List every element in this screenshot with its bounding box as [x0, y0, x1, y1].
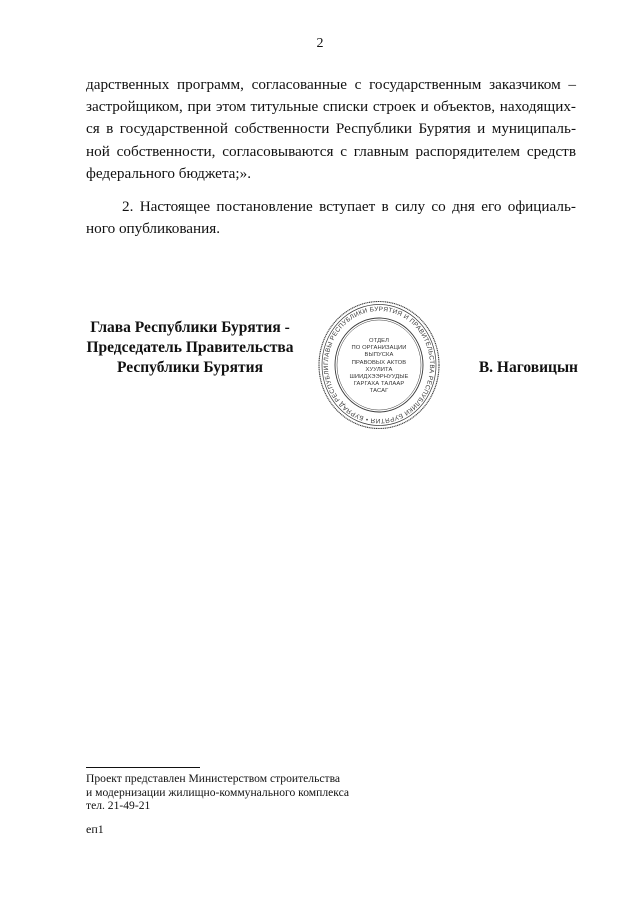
seal-line: ХУУЛИТА: [365, 366, 393, 373]
paragraph-line: застройщиком, при этом титульные списки строек и объектов, находящих-: [86, 98, 576, 116]
footnote-divider: [86, 767, 200, 768]
seal-line: ШИИДХЭЭРНУУДЫЕ: [349, 374, 409, 381]
signer-position: [70, 318, 310, 378]
seal-line: ТАСАГ: [369, 388, 389, 395]
paragraph-line: федерального бюджета;».: [86, 164, 252, 182]
paragraph-line: ной собственности, согласовываются с главным распорядителем средств: [86, 142, 576, 160]
signer-position-line: Председатель Правительства: [86, 339, 294, 356]
paragraph-line: ся в государственной собственности Республики Бурятия и муниципаль-: [86, 120, 576, 138]
seal-inner-text: [343, 338, 415, 396]
seal-line: ПО ОРГАНИЗАЦИИ: [351, 345, 407, 352]
paragraph-line: ного опубликования.: [86, 220, 221, 238]
seal-line: ПРАВОВЫХ АКТОВ: [351, 359, 407, 366]
document-code: еп1: [86, 822, 104, 836]
paragraph-line: дарственных программ, согласованные с государственным заказчиком –: [86, 76, 576, 93]
signatory-name: В. Наговицын: [478, 359, 578, 376]
signer-position-line: Республики Бурятия: [117, 359, 263, 376]
paragraph-2: [86, 196, 576, 240]
seal-line: ОТДЕЛ: [369, 338, 389, 344]
seal-line: ВЫПУСКА: [364, 352, 394, 359]
seal-line: ГАРГАХА ТАЛААР: [353, 381, 405, 388]
paragraph-line: 2. Настоящее постановление вступает в силу со дня его официаль-: [122, 198, 576, 215]
footnote: [86, 772, 486, 813]
footnote-line: Проект представлен Министерством строительства: [86, 772, 341, 785]
official-seal: [318, 300, 440, 430]
page-number: 2: [316, 36, 324, 51]
footnote-line: тел. 21-49-21: [86, 799, 151, 813]
seal-ring-text: ГЛАВЫ РЕСПУБЛИКИ БУРЯТИЯ И ПРАВИТЕЛЬСТВА РЕСПУБЛИКИ БУРЯТИЯ • БУРЯАД РЕСПУБЛИ: [322, 305, 436, 425]
footnote-line: и модернизации жилищно-коммунального комплекса: [86, 785, 350, 799]
signer-position-line: Глава Республики Бурятия -: [90, 319, 290, 336]
paragraph-1: [86, 74, 576, 185]
